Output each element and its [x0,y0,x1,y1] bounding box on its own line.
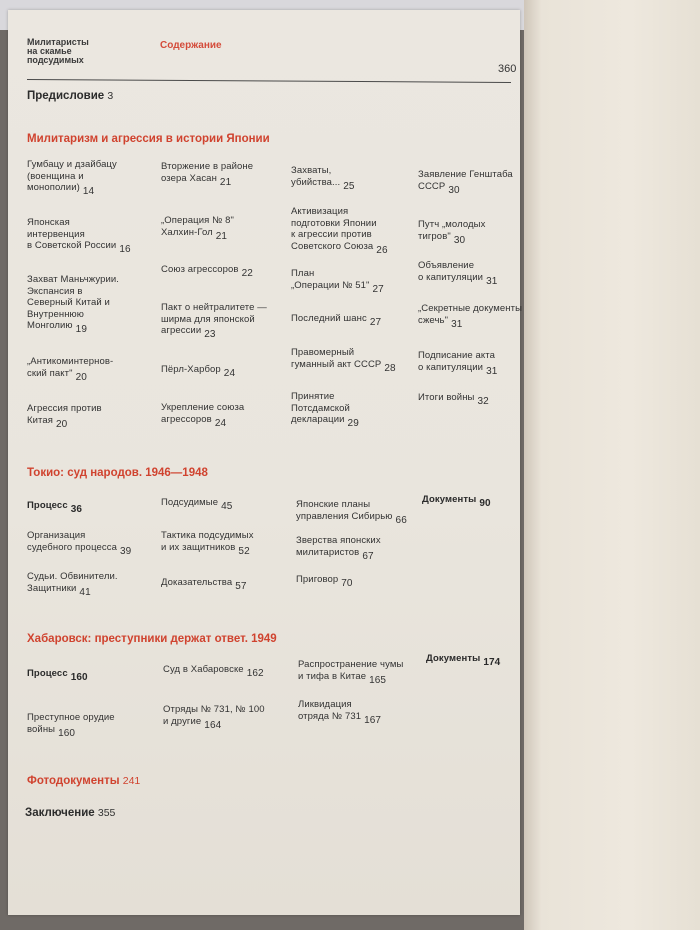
entry-page: 24 [223,368,236,379]
toc-entry [426,653,501,668]
entry-page: 31 [486,365,498,377]
preface-label: Предисловие [27,90,105,102]
toc-entry [27,274,120,335]
toc-entry [418,303,523,330]
toc-entry [27,712,115,739]
toc-entry [418,260,498,287]
toc-entry [161,161,254,188]
toc-entry [27,530,132,557]
toc-entry [296,499,407,526]
toc-entry [291,391,359,429]
entry-title: Доказательства [161,577,233,588]
preface-entry [27,90,113,102]
section-title-militarism: Милитаризм и агрессия в истории Японии [27,133,270,145]
entry-title: План „Операции № 51" [291,268,370,291]
entry-title: Вторжение в районе озера Хасан [161,161,254,184]
toc-entry [161,530,254,557]
entry-title: Процесс [27,668,68,679]
toc-entry [422,494,491,509]
toc-entry [161,364,236,379]
entry-page: 30 [448,184,460,196]
entry-page: 160 [58,727,76,739]
toc-entry [291,268,384,295]
conclusion-entry [25,807,115,819]
section-title-khabarovsk: Хабаровск: преступники держат ответ. 1949 [27,633,277,645]
photo-documents-label: Фотодокументы [27,775,120,787]
toc-entry [27,403,102,430]
toc-entry [161,402,245,429]
toc-entry [296,535,381,562]
entry-title: Правомерный гуманный акт СССР [291,347,382,370]
entry-page: 20 [56,418,68,430]
entry-title: Подписание акта о капитуляции [418,350,495,373]
toc-entry [296,574,353,589]
entry-title: Активизация подготовки Японии к агрессии против Советского Союза [291,206,377,252]
entry-page: 57 [235,581,247,592]
page-number: 360 [498,63,517,75]
entry-title: Документы [426,653,481,664]
entry-title: „Операция № 8" Халхин-Гол [161,215,234,238]
entry-title: Заявление Генштаба СССР [418,169,513,192]
entry-page: 27 [372,283,384,295]
entry-title: Судьи. Обвинители. Защитники [27,571,118,594]
entry-page: 67 [362,550,374,562]
entry-page: 19 [75,324,87,335]
entry-page: 162 [246,668,264,679]
entry-title: Агрессия против Китая [27,403,102,426]
entry-page: 28 [384,362,396,374]
entry-title: Итоги войны [418,392,475,403]
entry-page: 52 [238,545,250,557]
toc-entry [163,664,264,679]
entry-title: Отряды № 731, № 100 и другие [163,704,265,727]
entry-title: Путч „молодых тигров" [418,219,486,242]
entry-page: 27 [369,317,382,328]
entry-title: Пакт о нейтралитете — ширма для японской агрессии [161,302,267,336]
entry-page: 24 [214,417,227,429]
running-head-contents: Содержание [160,40,222,51]
entry-page: 31 [486,275,498,287]
toc-entry [27,500,83,515]
entry-title: Союз агрессоров [161,264,239,275]
entry-page: 25 [343,180,355,192]
entry-page: 174 [483,657,501,668]
entry-page: 16 [119,244,131,255]
toc-entry [161,577,247,592]
entry-title: Тактика подсудимых и их защитников [161,530,254,553]
entry-title: Суд в Хабаровске [163,664,244,675]
toc-entry [27,571,118,598]
entry-title: Документы [422,494,477,505]
entry-page: 39 [119,545,132,557]
entry-title: Преступное орудие войны [27,712,115,735]
entry-page: 21 [219,176,232,188]
entry-page: 32 [477,396,489,407]
entry-title: Приговор [296,574,339,585]
toc-entry [291,206,388,256]
entry-title: Японские планы управления Сибирью [296,499,393,522]
entry-page: 30 [453,234,466,246]
photo-documents-entry [27,775,140,787]
entry-title: Захваты, убийства... [291,165,341,188]
entry-title: Пёрл-Харбор [161,364,221,375]
entry-page: 167 [364,714,382,726]
entry-title: Организация судебного процесса [27,530,117,553]
conclusion-page: 355 [97,807,116,819]
toc-entry [291,313,382,328]
toc-entry [161,215,234,242]
preface-page: 3 [107,90,114,102]
entry-page: 20 [75,371,87,383]
entry-title: Японская интервенция в Советской России [27,217,117,251]
toc-entry [418,350,498,377]
toc-entry [27,159,117,197]
running-head-title: Милитаристы на скамье подсудимых [27,37,89,65]
entry-page: 14 [82,186,95,197]
entry-title: Ликвидация отряда № 731 [298,699,362,722]
entry-page: 36 [70,504,83,515]
entry-title: Принятие Потсдамской декларации [291,391,350,425]
entry-page: 45 [221,501,233,512]
entry-title: Зверства японских милитаристов [296,535,381,558]
entry-title: Подсудимые [161,497,219,508]
entry-page: 66 [395,514,407,526]
entry-page: 70 [341,578,353,589]
entry-title: Последний шанс [291,313,367,324]
toc-entry [418,219,486,246]
entry-title: Распространение чумы и тифа в Китае [298,659,404,682]
conclusion-label: Заключение [25,807,95,819]
toc-entry [298,659,404,686]
entry-page: 160 [70,672,88,683]
entry-title: Процесс [27,500,68,511]
entry-page: 21 [215,230,228,242]
entry-title: Гумбацу и дзайбацу (военщина и монополии) [27,159,117,193]
entry-page: 165 [369,674,387,686]
photo-documents-page: 241 [122,775,141,787]
entry-title: Укрепление союза агрессоров [161,402,245,425]
toc-entry [298,699,382,726]
entry-page: 90 [479,498,491,509]
entry-title: „Секретные документы сжечь" [418,303,523,326]
entry-page: 31 [451,318,463,330]
entry-page: 26 [376,244,388,256]
toc-entry [291,165,355,192]
toc-entry [27,217,131,255]
entry-title: Захват Маньчжурии. Экспансия в Северный Китай и Внутреннюю Монголию [27,274,120,331]
entry-page: 164 [204,719,222,731]
facing-page [524,0,700,930]
entry-page: 23 [204,329,216,340]
entry-page: 29 [347,418,359,429]
toc-entry [163,704,265,731]
section-title-tokyo: Токио: суд народов. 1946—1948 [27,467,208,479]
toc-entry [27,356,114,383]
toc-entry [27,668,88,683]
toc-entry [291,347,396,374]
toc-entry [418,169,513,196]
toc-entry [161,497,233,512]
entry-page: 41 [79,586,91,598]
entry-title: „Антикоминтернов- ский пакт" [27,356,114,379]
toc-entry [161,264,253,279]
toc-entry [161,302,267,340]
entry-title: Объявление о капитуляции [418,260,484,283]
toc-entry [418,392,489,407]
entry-page: 22 [241,268,253,279]
